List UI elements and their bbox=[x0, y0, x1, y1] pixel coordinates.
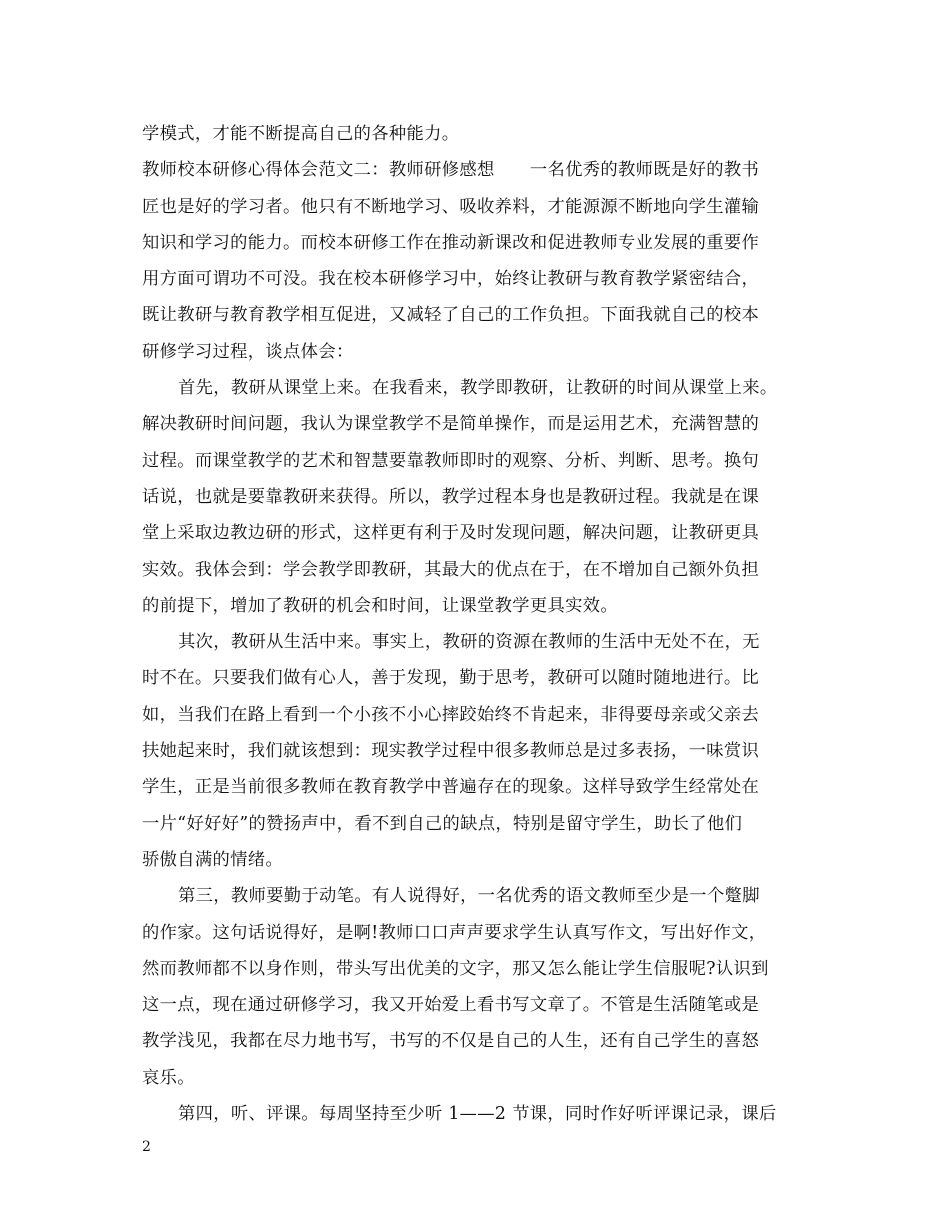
text-line: 知识和学习的能力。而校本研修工作在推动新课改和促进教师专业发展的重要作 bbox=[142, 232, 760, 253]
page-number: 2 bbox=[142, 1139, 151, 1155]
text-line: 第四，听、评课。每周坚持至少听 1——2 节课，同时作好听评课记录，课后 bbox=[178, 1104, 777, 1125]
text-line: 学生，正是当前很多教师在教育教学中普遍存在的现象。这样导致学生经常处在 bbox=[142, 777, 760, 798]
text-line: 实效。我体会到：学会教学即教研，其最大的优点在于，在不增加自己额外负担 bbox=[142, 559, 760, 580]
text-line: 话说，也就是要靠教研来获得。所以，教学过程本身也是教研过程。我就是在课 bbox=[142, 486, 760, 507]
text-line: 堂上采取边教边研的形式，这样更有利于及时发现问题，解决问题，让教研更具 bbox=[142, 523, 760, 544]
text-line: 然而教师都不以身作则，带头写出优美的文字，那又怎么能让学生信服呢?认识到 bbox=[142, 958, 769, 979]
text-line: 哀乐。 bbox=[142, 1067, 195, 1088]
text-line: 第三，教师要勤于动笔。有人说得好，一名优秀的语文教师至少是一个蹩脚 bbox=[178, 886, 760, 907]
text-line: 的作家。这句话说得好，是啊!教师口口声声要求学生认真写作文，写出好作文， bbox=[142, 922, 767, 943]
text-line: 教师校本研修心得体会范文二：教师研修感想 一名优秀的教师既是好的教书 bbox=[142, 160, 760, 181]
text-line: 解决教研时间问题，我认为课堂教学不是简单操作，而是运用艺术，充满智慧的 bbox=[142, 414, 760, 435]
text-line: 这一点，现在通过研修学习，我又开始爱上看书写文章了。不管是生活随笔或是 bbox=[142, 995, 760, 1016]
text-line: 其次，教研从生活中来。事实上，教研的资源在教师的生活中无处不在，无 bbox=[178, 632, 760, 653]
document-body bbox=[142, 116, 822, 1132]
text-line: 如，当我们在路上看到一个小孩不小心摔跤始终不肯起来，非得要母亲或父亲去 bbox=[142, 704, 760, 725]
text-line: 一片“好好好”的赞扬声中，看不到自己的缺点，特别是留守学生，助长了他们 bbox=[142, 813, 743, 834]
text-line: 首先，教研从课堂上来。在我看来，教学即教研，让教研的时间从课堂上来。 bbox=[178, 378, 778, 399]
text-line: 学模式，才能不断提高自己的各种能力。 bbox=[142, 124, 460, 144]
text-line: 的前提下，增加了教研的机会和时间，让课堂教学更具实效。 bbox=[142, 595, 619, 616]
text-line: 骄傲自满的情绪。 bbox=[142, 849, 284, 870]
text-line: 过程。而课堂教学的艺术和智慧要靠教师即时的观察、分析、判断、思考。换句 bbox=[142, 450, 760, 471]
text-line: 时不在。只要我们做有心人，善于发现，勤于思考，教研可以随时随地进行。比 bbox=[142, 668, 760, 689]
text-line: 扶她起来时，我们就该想到：现实教学过程中很多教师总是过多表扬，一味赏识 bbox=[142, 741, 760, 762]
text-line: 匠也是好的学习者。他只有不断地学习、吸收养料，才能源源不断地向学生灌输 bbox=[142, 196, 760, 217]
text-line: 既让教研与教育教学相互促进，又减轻了自己的工作负担。下面我就自己的校本 bbox=[142, 305, 760, 326]
text-line: 研修学习过程，谈点体会： bbox=[142, 341, 354, 362]
text-line: 用方面可谓功不可没。我在校本研修学习中，始终让教研与教育教学紧密结合， bbox=[142, 269, 760, 290]
text-line: 教学浅见，我都在尽力地书写，书写的不仅是自己的人生，还有自己学生的喜怒 bbox=[142, 1031, 760, 1052]
